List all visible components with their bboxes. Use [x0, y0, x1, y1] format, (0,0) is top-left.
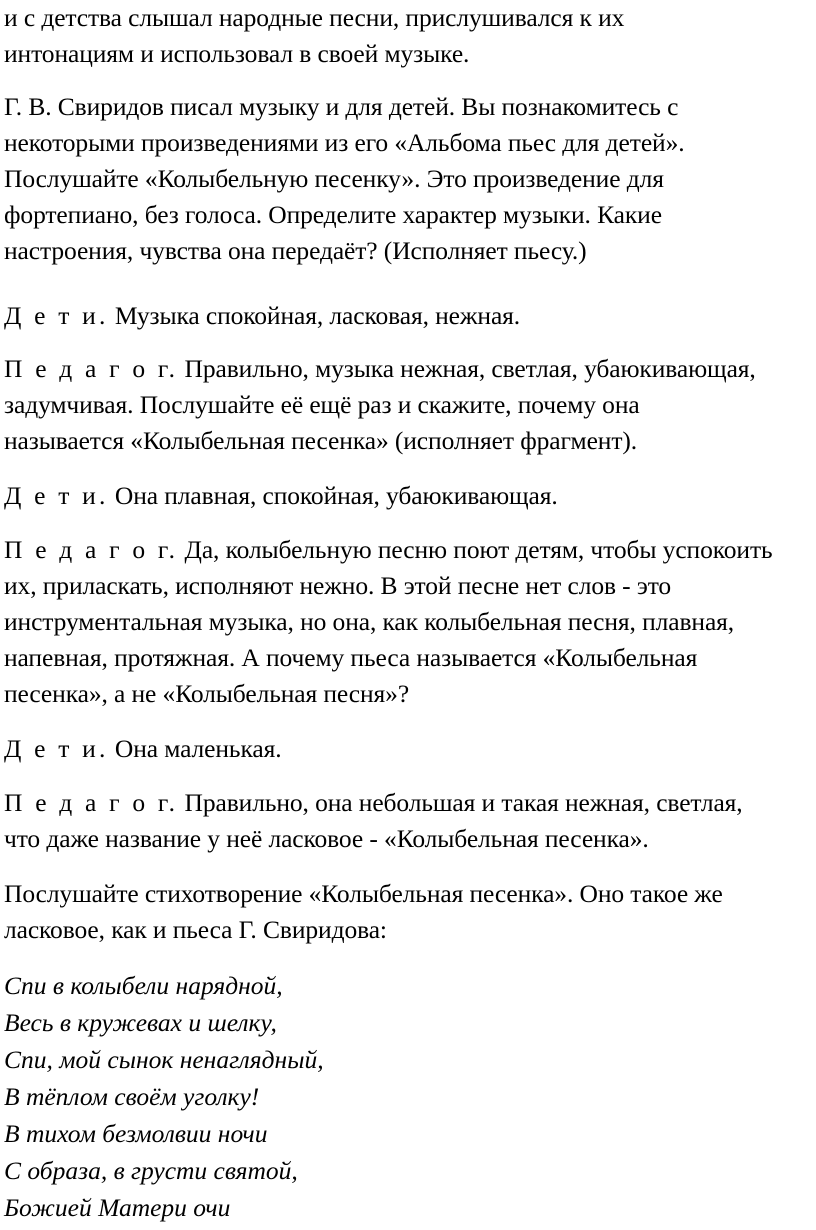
- poem-line: Спи, мой сынок ненаглядный,: [4, 1045, 324, 1074]
- poem-lullaby: [4, 967, 324, 1226]
- speaker-label: Д е т и.: [4, 301, 109, 330]
- speaker-label: П е д а г о г.: [4, 354, 179, 383]
- text-line: что даже название у неё ласковое - «Колыбельная песенка».: [4, 824, 649, 853]
- poem-line: В тёплом своём уголку!: [4, 1082, 260, 1111]
- poem-line: Спи в колыбели нарядной,: [4, 971, 283, 1000]
- text-line: [4, 785, 743, 821]
- speech-text: Да, колыбельную песню поют детям, чтобы успокоить: [178, 535, 773, 564]
- text-line: [4, 298, 520, 334]
- speaker-label: Д е т и.: [4, 734, 109, 763]
- dialogue-children-3: [4, 731, 282, 767]
- text-line: задумчивая. Послушайте её ещё раз и скажите, почему она: [4, 390, 640, 419]
- text-line: их, приласкать, исполняют нежно. В этой песне нет слов - это: [4, 571, 672, 600]
- text-line: песенка», а не «Колыбельная песня»?: [4, 679, 410, 708]
- dialogue-teacher-1: [4, 351, 756, 459]
- paragraph-poem-intro: [4, 876, 723, 948]
- text-line: и с детства слышал народные песни, прислушивался к их: [4, 3, 625, 32]
- speech-text: Музыка спокойная, ласковая, нежная.: [108, 301, 521, 330]
- speaker-label: Д е т и.: [4, 481, 109, 510]
- dialogue-teacher-2: [4, 532, 773, 712]
- speaker-label: П е д а г о г.: [4, 788, 179, 817]
- text-line: [4, 532, 773, 568]
- text-line: настроения, чувства она передаёт? (Исполняет пьесу.): [4, 236, 587, 265]
- speech-text: Правильно, она небольшая и такая нежная, светлая,: [178, 788, 743, 817]
- text-line: некоторыми произведениями из его «Альбома пьес для детей».: [4, 128, 685, 157]
- text-line: [4, 478, 558, 514]
- paragraph-sviridov-intro: [4, 89, 685, 269]
- poem-line: В тихом безмолвии ночи: [4, 1119, 268, 1148]
- text-line: напевная, протяжная. А почему пьеса называется «Колыбельная: [4, 643, 698, 672]
- paragraph-intro-continuation: [4, 0, 624, 72]
- text-line: [4, 351, 756, 387]
- poem-line: Божией Матери очи: [4, 1193, 231, 1222]
- poem-line: С образа, в грусти святой,: [4, 1156, 298, 1185]
- text-line: интонациям и использовал в своей музыке.: [4, 39, 470, 68]
- text-line: фортепиано, без голоса. Определите характер музыки. Какие: [4, 200, 662, 229]
- dialogue-children-2: [4, 478, 558, 514]
- speech-text: Правильно, музыка нежная, светлая, убаюкивающая,: [178, 354, 756, 383]
- text-line: инструментальная музыка, но она, как колыбельная песня, плавная,: [4, 607, 735, 636]
- poem-line: Весь в кружевах и шелку,: [4, 1008, 277, 1037]
- text-line: называется «Колыбельная песенка» (исполняет фрагмент).: [4, 426, 638, 455]
- speech-text: Она маленькая.: [108, 734, 282, 763]
- text-line: Послушайте стихотворение «Колыбельная песенка». Оно такое же: [4, 879, 723, 908]
- text-line: Послушайте «Колыбельную песенку». Это произведение для: [4, 164, 664, 193]
- speaker-label: П е д а г о г.: [4, 535, 179, 564]
- text-line: ласковое, как и пьеса Г. Свиридова:: [4, 915, 387, 944]
- text-line: [4, 731, 282, 767]
- text-line: Г. В. Свиридов писал музыку и для детей. Вы познакомитесь с: [4, 92, 679, 121]
- speech-text: Она плавная, спокойная, убаюкивающая.: [108, 481, 558, 510]
- dialogue-children-1: [4, 298, 520, 334]
- dialogue-teacher-3: [4, 785, 743, 857]
